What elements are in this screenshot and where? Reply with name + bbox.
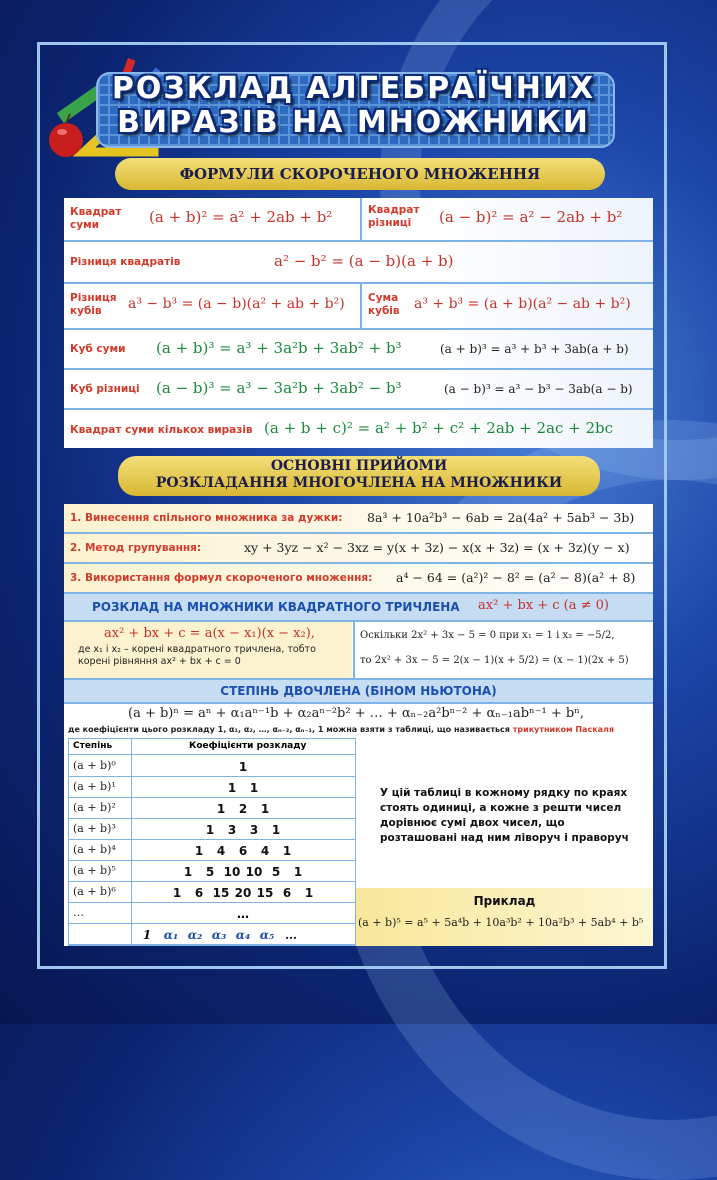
pascal-coefficient: α₁ (163, 928, 179, 942)
quadratic-formula: ax² + bx + c = a(x − x₁)(x − x₂), (104, 626, 315, 641)
pascal-row-line (69, 923, 355, 924)
diff-sq-formula: a² − b² = (a − b)(a + b) (274, 252, 454, 270)
sq-diff-label: Квадрат різниці (368, 204, 420, 229)
pascal-coefficient: … (237, 907, 249, 921)
pascal-coefficient: 20 (234, 886, 252, 900)
method-row-3 (64, 564, 653, 594)
pascal-coefficient: 1 (293, 865, 303, 879)
pascal-coefficient: 1 (183, 865, 193, 879)
pascal-coefficient: α₄ (235, 928, 251, 942)
pascal-power: (a + b)² (73, 801, 116, 814)
pascal-row-line (69, 860, 355, 861)
pascal-coefficient: 1 (216, 802, 226, 816)
pascal-coefficient: 6 (282, 886, 292, 900)
pascal-coefficient: 6 (238, 844, 248, 858)
method-row-1 (64, 504, 653, 534)
method-row-2 (64, 534, 653, 564)
sq-multi-formula: (a + b + c)² = a² + b² + c² + 2ab + 2ac + 2bc (264, 419, 614, 437)
example-formula: (a + b)⁵ = a⁵ + 5a⁴b + 10a³b² + 10a²b³ + 5ab⁴ + b⁵ (358, 916, 644, 929)
pascal-coefficient: 3 (227, 823, 237, 837)
method-1-formula: 8a³ + 10a²b³ − 6ab = 2a(4a² + 5ab³ − 3b) (367, 510, 635, 525)
binomial-note-text: де коефіцієнти цього розкладу 1, α₁, α₂, …, αₙ₋₂, αₙ₋₁, 1 можна взяти з таблиці, що називається (68, 725, 510, 734)
cube-sum-label: Куб суми (70, 343, 126, 355)
method-2-label: 2. Метод групування: (70, 542, 202, 554)
pascal-row-line (69, 797, 355, 798)
pascal-coefficient: 2 (238, 802, 248, 816)
pascal-power: (a + b)⁶ (73, 885, 116, 898)
formula-row-cube-diff (64, 370, 653, 410)
example-box (356, 888, 653, 946)
method-1-label: 1. Винесення спільного множника за дужки: (70, 512, 343, 524)
binomial-header (64, 680, 653, 704)
quadratic-heading-formula: ax² + bx + c (a ≠ 0) (478, 598, 609, 613)
pascal-power: (a + b)³ (73, 822, 116, 835)
pascal-coefficient: … (285, 928, 297, 942)
pascal-row-line (69, 944, 355, 945)
binomial-note (68, 725, 614, 734)
pascal-coefficient: 1 (205, 823, 215, 837)
pascal-coefficient: 1 (142, 928, 152, 942)
row-divider (360, 284, 362, 328)
example-title: Приклад (473, 894, 536, 908)
pascal-coefficient: 1 (260, 802, 270, 816)
pascal-coefficient: α₃ (211, 928, 227, 942)
sum-cubes-label: Сума кубів (368, 292, 400, 317)
method-2-formula: xy + 3yz − x² − 3xz = y(x + 3z) − x(x + 3z) = (x + 3z)(y − x) (244, 540, 630, 555)
title-line-2: ВИРАЗІВ НА МНОЖНИКИ (117, 105, 590, 140)
method-3-formula: a⁴ − 64 = (a²)² − 8² = (a² − 8)(a² + 8) (396, 570, 636, 585)
pascal-row-line (69, 776, 355, 777)
quadratic-heading: РОЗКЛАД НА МНОЖНИКИ КВАДРАТНОГО ТРИЧЛЕНА (92, 600, 460, 614)
poster-title (96, 72, 611, 140)
binomial-formula: (a + b)ⁿ = aⁿ + α₁aⁿ⁻¹b + α₂aⁿ⁻²b² + … + αₙ₋₂a²bⁿ⁻² + αₙ₋₁abⁿ⁻¹ + bⁿ, (128, 706, 584, 721)
method-3-label: 3. Використання формул скороченого множення: (70, 572, 373, 584)
sq-sum-formula: (a + b)² = a² + 2ab + b² (149, 208, 333, 226)
pascal-coefficient: 5 (205, 865, 215, 879)
cube-sum-formula: (a + b)³ = a³ + 3a²b + 3ab² + b³ (156, 339, 402, 357)
diff-cubes-label: Різниця кубів (70, 292, 117, 317)
sq-sum-label: Квадрат суми (70, 206, 122, 231)
sq-multi-label: Квадрат суми кількох виразів (70, 424, 253, 436)
pascal-coefficient: 4 (260, 844, 270, 858)
cube-diff-label: Куб різниці (70, 383, 140, 395)
binomial-heading: СТЕПІНЬ ДВОЧЛЕНА (БІНОМ НЬЮТОНА) (220, 684, 497, 698)
pascal-triangle-link: трикутником Паскаля (512, 725, 615, 734)
formula-row-diff-squares (64, 242, 653, 284)
quadratic-example-1: Оскільки 2x² + 3x − 5 = 0 при x₁ = 1 і x₂ = −5/2, (360, 630, 615, 641)
quadratic-divider (353, 622, 355, 678)
pascal-power-col-line (131, 739, 132, 945)
pascal-coefficient: 6 (194, 886, 204, 900)
pascal-coefficient: 1 (172, 886, 182, 900)
pascal-row-line (69, 818, 355, 819)
pascal-coefficient: 1 (249, 781, 259, 795)
pascal-row-line (69, 902, 355, 903)
pascal-coefficient: 1 (282, 844, 292, 858)
pascal-coefficient: 10 (245, 865, 263, 879)
pascal-col-coeffs: Коефіцієнти розкладу (189, 741, 307, 751)
pascal-coefficient: α₅ (259, 928, 275, 942)
pascal-coefficient: α₂ (187, 928, 203, 942)
pascal-coefficient: 1 (227, 781, 237, 795)
sq-diff-formula: (a − b)² = a² − 2ab + b² (439, 208, 623, 226)
cube-diff-formula: (a − b)³ = a³ − 3a²b + 3ab² − b³ (156, 379, 402, 397)
quadratic-note: де x₁ і x₂ – корені квадратного тричлена, тобто корені рівняння ax² + bx + c = 0 (78, 644, 316, 667)
formula-row-sq-multi (64, 410, 653, 448)
pascal-coefficient: 10 (223, 865, 241, 879)
pascal-coefficient: 1 (194, 844, 204, 858)
diff-cubes-formula: a³ − b³ = (a − b)(a² + ab + b²) (128, 296, 345, 312)
pascal-coefficient: 5 (271, 865, 281, 879)
pascal-coefficient: 1 (238, 760, 248, 774)
pascal-explain: У цій таблиці в кожному рядку по краях стоять одиниці, а кожне з решти чисел дорівнює сумі двох чисел, що розташовані над ним ліворуч і праворуч (380, 787, 629, 844)
sum-cubes-formula: a³ + b³ = (a + b)(a² − ab + b²) (414, 296, 631, 312)
title-line-1: РОЗКЛАД АЛГЕБРАЇЧНИХ (111, 71, 596, 106)
section-heading-methods (118, 456, 600, 496)
pascal-power: (a + b)⁵ (73, 864, 116, 877)
formula-row-cube-sum (64, 330, 653, 370)
diff-sq-label: Різниця квадратів (70, 256, 181, 268)
pascal-header-line (69, 754, 355, 755)
pascal-power: … (73, 906, 84, 919)
formula-row-squares (64, 198, 653, 242)
methods-heading-line-2: РОЗКЛАДАННЯ МНОГОЧЛЕНА НА МНОЖНИКИ (155, 475, 563, 491)
formula-row-cubes (64, 284, 653, 330)
quadratic-body (64, 622, 653, 680)
row-divider (360, 198, 362, 240)
pascal-power: (a + b)⁰ (73, 759, 116, 772)
pascal-power: (a + b)⁴ (73, 843, 116, 856)
cube-diff-alt-formula: (a − b)³ = a³ − b³ − 3ab(a − b) (444, 382, 633, 396)
formulas-panel (64, 198, 653, 448)
methods-panel (64, 504, 653, 946)
pascal-coefficient: 1 (271, 823, 281, 837)
pascal-coefficient: 15 (212, 886, 230, 900)
pascal-coefficient: 1 (304, 886, 314, 900)
pascal-coefficient: 15 (256, 886, 274, 900)
methods-heading-line-1: ОСНОВНІ ПРИЙОМИ (270, 458, 448, 474)
pascal-coefficient: 3 (249, 823, 259, 837)
pascal-row-line (69, 881, 355, 882)
pascal-row-line (69, 839, 355, 840)
section-heading-formulas: ФОРМУЛИ СКОРОЧЕНОГО МНОЖЕННЯ (115, 158, 605, 190)
quadratic-header (64, 594, 653, 622)
pascal-table (68, 738, 356, 946)
cube-sum-alt-formula: (a + b)³ = a³ + b³ + 3ab(a + b) (440, 342, 629, 356)
pascal-col-power: Степінь (73, 741, 113, 751)
pascal-coefficient: 4 (216, 844, 226, 858)
quadratic-example-2: то 2x² + 3x − 5 = 2(x − 1)(x + 5/2) = (x − 1)(2x + 5) (360, 655, 629, 666)
pascal-power: (a + b)¹ (73, 780, 116, 793)
